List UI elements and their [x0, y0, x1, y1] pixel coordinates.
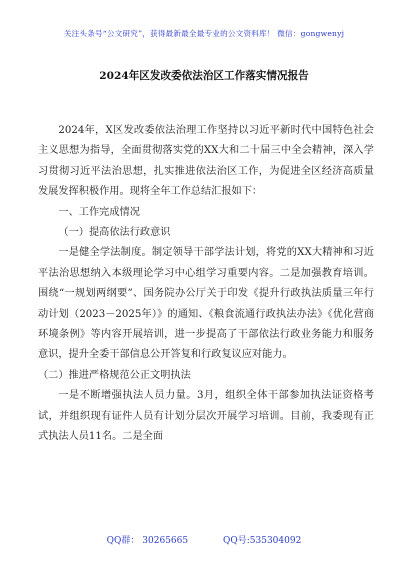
header-banner: 关注头条号“公文研究”，获得最新最全最专业的公文资料库！ 微信：gongwenyj [63, 29, 345, 38]
footer-contact [0, 533, 408, 546]
section-heading: 一、工作完成情况 [58, 206, 140, 218]
footer-qq-number: QQ号:535304092 [222, 536, 302, 546]
document-body [38, 121, 374, 448]
paragraph-body: 一是健全学法制度。制定领导干部学法计划，将党的XX大精神和习近平法治思想纳入本级理论学习中心组学习重要内容。二是加强教育培训。围绕“一规划两纲要”、国务院办公厅关于印发《提升行政执法质量三年行动计划（2023－2025年）》的通知、《粮食流通行政执法办法》《优化营商环境条例》等内容开展培训，进一步提高了干部依法行政业务能力和服务意识，提升全委干部信息公开答复和行政复议应对能力。 [38, 247, 374, 361]
paragraph-body: 一是不断增强执法人员力量。3月，组织全体干部参加执法证资格考试，并组织现有证件人员有计划分层次开展学习培训。目前，我委现有正式执法人员11名。二是全面 [38, 390, 374, 443]
paragraph-intro: 2024年，X区发改委依法治理工作坚持以习近平新时代中国特色社会主义思想为指导，全面贯彻落实党的XX大和二十届三中全会精神，深入学习贯彻习近平法治思想，扎实推进依法治区工作，为促进全区经济高质量发展发挥积极作用。现将全年工作总结汇报如下： [38, 125, 374, 198]
subsection-heading: （二）推进严格规范公正文明执法 [38, 369, 191, 381]
footer-qq-group: QQ群： 30265665 [106, 536, 189, 546]
document-title: 2024年区发改委依法治区工作落实情况报告 [99, 70, 309, 82]
subsection-heading: （一）提高依法行政意识 [58, 227, 171, 239]
